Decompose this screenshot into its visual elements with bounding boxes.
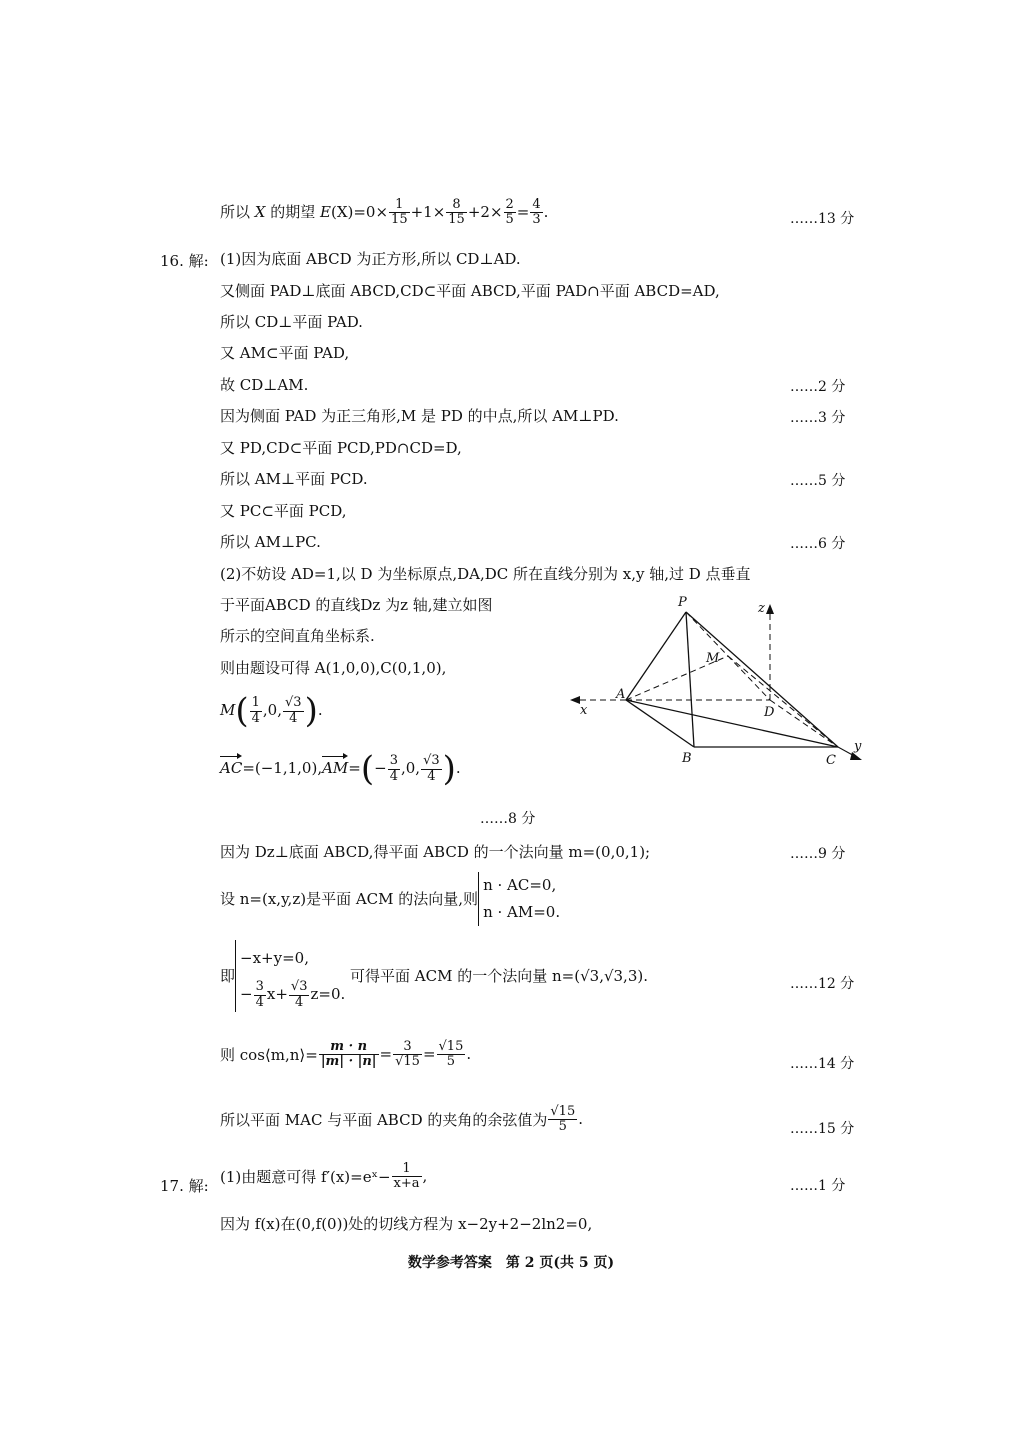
- q16-line-5: 故 CD⊥AM.: [220, 376, 309, 394]
- page-footer: 数学参考答案 第 2 页(共 5 页): [407, 1255, 615, 1271]
- fraction: $\frac{1}{x+a}$: [393, 1161, 420, 1192]
- expectation-line: 所以 X 的期望 E(X)=0× $\frac{1}{15}$ +1× $\frac{8}{15}$ +2× $\frac{2}{5}$ = $\frac{4}{3}$ .: [220, 197, 549, 228]
- label-a: A: [616, 687, 626, 702]
- fraction: $\frac{2}{5}$: [505, 197, 514, 228]
- fraction: $\frac{√15}{5}$: [438, 1039, 464, 1070]
- equation-system-2: −x+y=0, − $\frac{3}{4}$ x+ $\frac{√3}{4}$ z=0.: [235, 940, 345, 1012]
- label-b: B: [682, 751, 692, 766]
- fraction: $\frac{√3}{4}$: [285, 695, 302, 726]
- fraction: $\frac{√3}{4}$: [423, 753, 440, 784]
- fraction: $\frac{3}{√15}$: [395, 1039, 420, 1070]
- q16-line-12: 于平面ABCD 的直线Dz 为z 轴,建立如图: [220, 596, 493, 614]
- label-p: P: [678, 595, 687, 610]
- q17-line-2: 因为 f(x)在(0,f(0))处的切线方程为 x−2y+2−2ln2=0,: [220, 1215, 593, 1233]
- fraction: $\frac{√15}{5}$: [550, 1104, 576, 1135]
- score-5: ……5 分: [790, 473, 846, 489]
- cosine-line: 则 cos⟨m,n⟩= $\frac{m \cdot n}{|m| \cdot |n|}$ = $\frac{3}{√15}$ = $\frac{√15}{5}$ .: [220, 1039, 472, 1070]
- q16-line-13: 所示的空间直角坐标系.: [220, 627, 375, 645]
- fraction: $\frac{3}{4}$: [389, 753, 398, 784]
- q16-line-3: 所以 CD⊥平面 PAD.: [220, 313, 363, 331]
- score-6: ……6 分: [790, 536, 846, 552]
- edge-pb: [686, 612, 694, 747]
- label-z: z: [758, 601, 765, 616]
- q16-line-8: 所以 AM⊥平面 PCD.: [220, 470, 368, 488]
- final-answer-line: 所以平面 MAC 与平面 ABCD 的夹角的余弦值为 $\frac{√15}{5}$ .: [220, 1104, 583, 1135]
- fraction: $\frac{3}{4}$: [255, 979, 264, 1010]
- q16-line-10: 所以 AM⊥PC.: [220, 533, 321, 551]
- point-m: M( $\frac{1}{4}$ ,0, $\frac{√3}{4}$ ).: [220, 691, 323, 731]
- q16-line-2: 又侧面 PAD⊥底面 ABCD,CD⊂平面 ABCD,平面 PAD∩平面 ABCD=AD,: [220, 282, 720, 300]
- pyramid-coordinate-figure: [560, 590, 870, 780]
- score-9: ……9 分: [790, 846, 846, 862]
- score-1: ……1 分: [790, 1178, 846, 1194]
- q16-line-11: (2)不妨设 AD=1,以 D 为坐标原点,DA,DC 所在直线分别为 x,y 轴,过 D 点垂直: [220, 565, 751, 583]
- q16-line-17: 因为 Dz⊥底面 ABCD,得平面 ABCD 的一个法向量 m=(0,0,1);: [220, 843, 651, 861]
- solve-system-line: 即 −x+y=0, − $\frac{3}{4}$ x+ $\frac{√3}{4}$ z=0. 可得平面 ACM 的一个法向量 n=(√3,√3,3).: [220, 940, 648, 1012]
- vectors-line: AC=(−1,1,0),AM=(− $\frac{3}{4}$ ,0, $\frac{√3}{4}$ ).: [220, 749, 461, 789]
- score-15: ……15 分: [790, 1121, 855, 1137]
- fraction: $\frac{1}{4}$: [251, 695, 260, 726]
- fraction: $\frac{√3}{4}$: [290, 979, 308, 1010]
- q17-number: 17. 解:: [160, 1177, 209, 1195]
- label-m: M: [706, 651, 720, 666]
- label-d: D: [764, 705, 775, 720]
- equation-system-1: n · AC=0, n · AM=0.: [478, 872, 560, 926]
- score-14: ……14 分: [790, 1056, 855, 1072]
- q16-line-4: 又 AM⊂平面 PAD,: [220, 344, 350, 362]
- score-13: ……13 分: [790, 211, 855, 227]
- edge-ac: [626, 700, 838, 747]
- score-8: ……8 分: [480, 811, 536, 827]
- fraction: $\frac{8}{15}$: [448, 197, 465, 228]
- label-y: y: [854, 739, 862, 754]
- arrow-x: [570, 696, 580, 704]
- q16-line-1: (1)因为底面 ABCD 为正方形,所以 CD⊥AD.: [220, 250, 521, 268]
- fraction: $\frac{1}{15}$: [391, 197, 408, 228]
- label-x: x: [580, 703, 588, 718]
- edge-pc: [686, 612, 838, 747]
- label-c: C: [826, 753, 836, 768]
- fraction: $\frac{m \cdot n}{|m| \cdot |n|}$: [320, 1039, 377, 1070]
- q16-line-7: 又 PD,CD⊂平面 PCD,PD∩CD=D,: [220, 439, 462, 457]
- q16-line-9: 又 PC⊂平面 PCD,: [220, 502, 347, 520]
- edge-mc: [728, 656, 838, 747]
- q16-line-6: 因为侧面 PAD 为正三角形,M 是 PD 的中点,所以 AM⊥PD.: [220, 407, 619, 425]
- score-2: ……2 分: [790, 379, 846, 395]
- q16-line-14: 则由题设可得 A(1,0,0),C(0,1,0),: [220, 659, 447, 677]
- arrow-z: [766, 604, 774, 614]
- fraction: $\frac{4}{3}$: [532, 197, 541, 228]
- q16-number: 16. 解:: [160, 252, 209, 270]
- score-3: ……3 分: [790, 410, 846, 426]
- q17-line-1: (1)由题意可得 f′(x)=eˣ− $\frac{1}{x+a}$ ,: [220, 1161, 428, 1192]
- score-12: ……12 分: [790, 976, 855, 992]
- normal-vector-setup: 设 n=(x,y,z)是平面 ACM 的法向量,则 n · AC=0, n · AM=0.: [220, 872, 560, 926]
